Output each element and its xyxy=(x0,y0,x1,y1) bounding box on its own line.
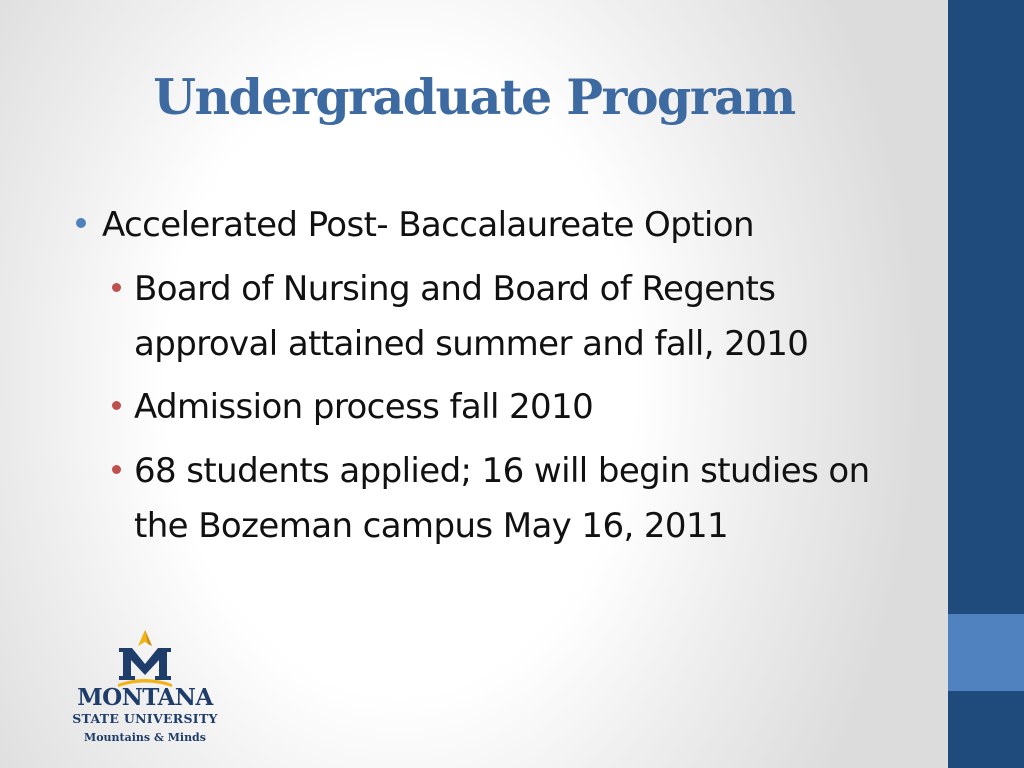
bullet-dot xyxy=(76,218,86,228)
bullet-item xyxy=(102,198,754,253)
msu-m-emblem-icon xyxy=(110,628,180,688)
sub-bullet-dot xyxy=(112,283,121,292)
sub-bullet-item xyxy=(134,262,924,372)
sub-bullet-dot xyxy=(112,401,121,410)
logo-tagline: Mountains & Minds xyxy=(84,731,206,744)
sub-bullet-dot xyxy=(112,465,121,474)
logo-subtitle: STATE UNIVERSITY xyxy=(72,711,218,726)
university-logo xyxy=(60,628,230,748)
logo-wordmark: MONTANA xyxy=(77,684,213,711)
sub-bullet-item xyxy=(134,380,924,435)
sub-bullet-item xyxy=(134,444,924,554)
bullet-text: Accelerated Post- Baccalaureate Option xyxy=(102,205,754,245)
sub-bullet-text: 68 students applied; 16 will begin studies on the Bozeman campus May 16, 2011 xyxy=(134,451,870,546)
side-bar-accent xyxy=(948,614,1024,691)
slide-title: Undergraduate Program xyxy=(153,68,795,126)
sub-bullet-text: Board of Nursing and Board of Regents approval attained summer and fall, 2010 xyxy=(134,269,809,364)
sub-bullet-text: Admission process fall 2010 xyxy=(134,387,594,427)
